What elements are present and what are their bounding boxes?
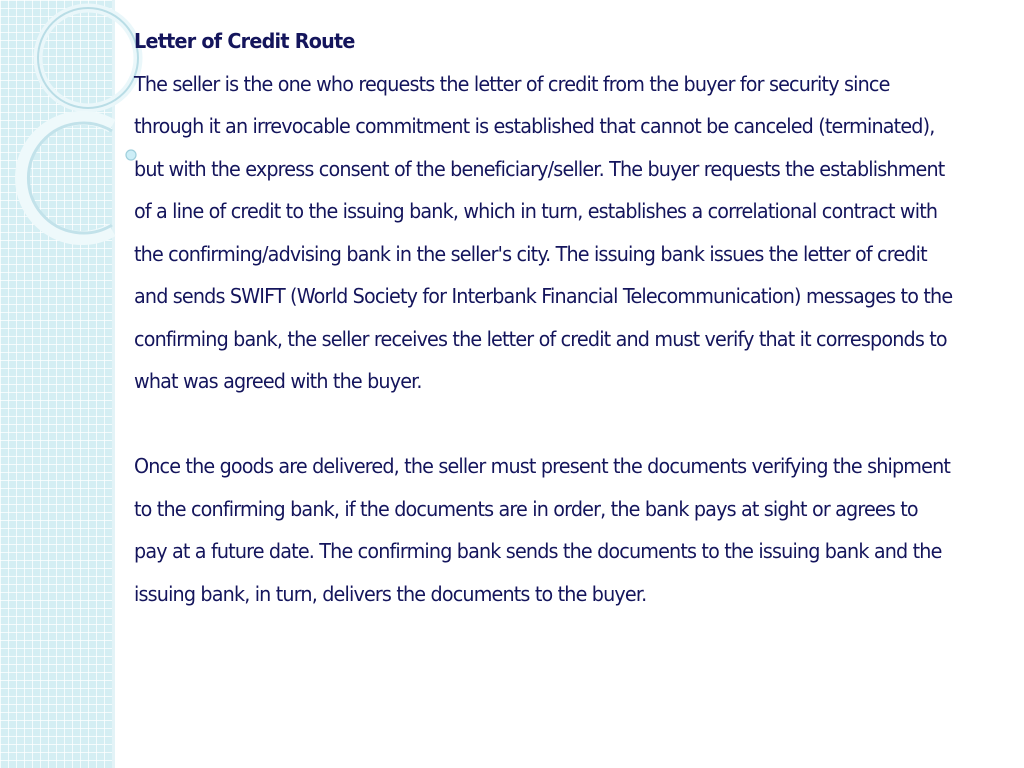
paragraph-document-delivery: Once the goods are delivered, the seller must present the documents verifying the shipment to the confirming bank, if the documents are in order, the bank pays at sight or agrees to pay at a future date. The confirming bank sends the documents to the issuing bank and the issuing bank, in turn, delivers the documents to the buyer.: [134, 454, 951, 606]
slide-content: [134, 20, 952, 615]
paragraph-letter-of-credit-request: The seller is the one who requests the letter of credit from the buyer for security since through it an irrevocable commitment is established that cannot be canceled (terminated), but with the express consent of the beneficiary/seller. The buyer requests the establishment of a line of credit to the issuing bank, which in turn, establishes a correlational contract with the confirming/advising bank in the seller's city. The issuing bank issues the letter of credit and sends SWIFT (World Society for Interbank Financial Telecommunication) messages to the confirming bank, the seller receives the letter of credit and must verify that it corresponds to what was agreed with the buyer.: [134, 71, 953, 393]
lower-ring: [22, 118, 112, 238]
slide-title: Letter of Credit Route: [134, 29, 355, 53]
paragraph-spacer: [134, 403, 952, 446]
upper-ring-inner: [38, 8, 138, 108]
